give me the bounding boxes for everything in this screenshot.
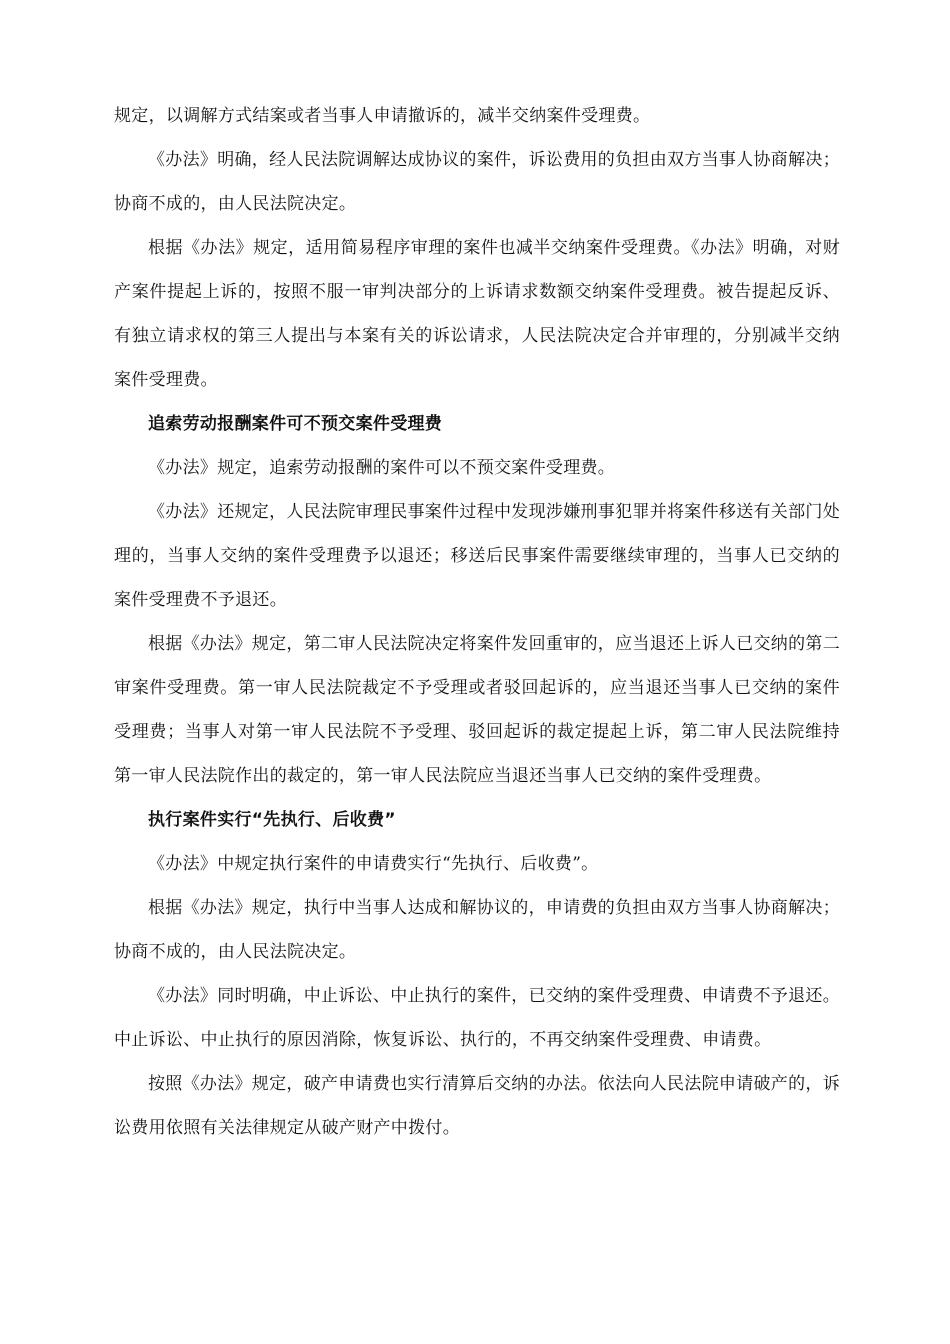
section-heading: 追索劳动报酬案件可不预交案件受理费	[148, 414, 443, 434]
paragraph: 按照《办法》规定，破产申请费也实行清算后交纳的办法。依法向人民法院申请破产的，诉讼费用依照有关法律规定从破产财产中拨付。	[114, 1074, 840, 1138]
paragraph: 规定，以调解方式结案或者当事人申请撤诉的，减半交纳案件受理费。	[114, 106, 651, 126]
paragraph: 《办法》规定，追索劳动报酬的案件可以不预交案件受理费。	[148, 458, 616, 478]
paragraph: 《办法》还规定，人民法院审理民事案件过程中发现涉嫌刑事犯罪并将案件移送有关部门处理的，当事人交纳的案件受理费予以退还；移送后民事案件需要继续审理的，当事人已交纳的案件受理费不予退还。	[114, 502, 840, 610]
paragraph: 根据《办法》规定，执行中当事人达成和解协议的，申请费的负担由双方当事人协商解决；协商不成的，由人民法院决定。	[114, 898, 840, 962]
paragraph: 根据《办法》规定，第二审人民法院决定将案件发回重审的，应当退还上诉人已交纳的第二审案件受理费。第一审人民法院裁定不予受理或者驳回起诉的，应当退还当事人已交纳的案件受理费；当事人对第一审人民法院不予受理、驳回起诉的裁定提起上诉，第二审人民法院维持第一审人民法院作出的裁定的，第一审人民法院应当退还当事人已交纳的案件受理费。	[114, 634, 840, 786]
paragraph: 《办法》同时明确，中止诉讼、中止执行的案件，已交纳的案件受理费、申请费不予退还。中止诉讼、中止执行的原因消除，恢复诉讼、执行的，不再交纳案件受理费、申请费。	[114, 986, 840, 1050]
paragraph: 根据《办法》规定，适用简易程序审理的案件也减半交纳案件受理费。《办法》明确，对财产案件提起上诉的，按照不服一审判决部分的上诉请求数额交纳案件受理费。被告提起反诉、有独立请求权的第三人提出与本案有关的诉讼请求，人民法院决定合并审理的，分别减半交纳案件受理费。	[114, 238, 840, 390]
paragraph: 《办法》明确，经人民法院调解达成协议的案件，诉讼费用的负担由双方当事人协商解决；协商不成的，由人民法院决定。	[114, 150, 840, 214]
document-body	[114, 94, 840, 1150]
paragraph: 《办法》中规定执行案件的申请费实行“先执行、后收费”。	[148, 854, 599, 874]
section-heading: 执行案件实行“先执行、后收费”	[148, 810, 396, 830]
